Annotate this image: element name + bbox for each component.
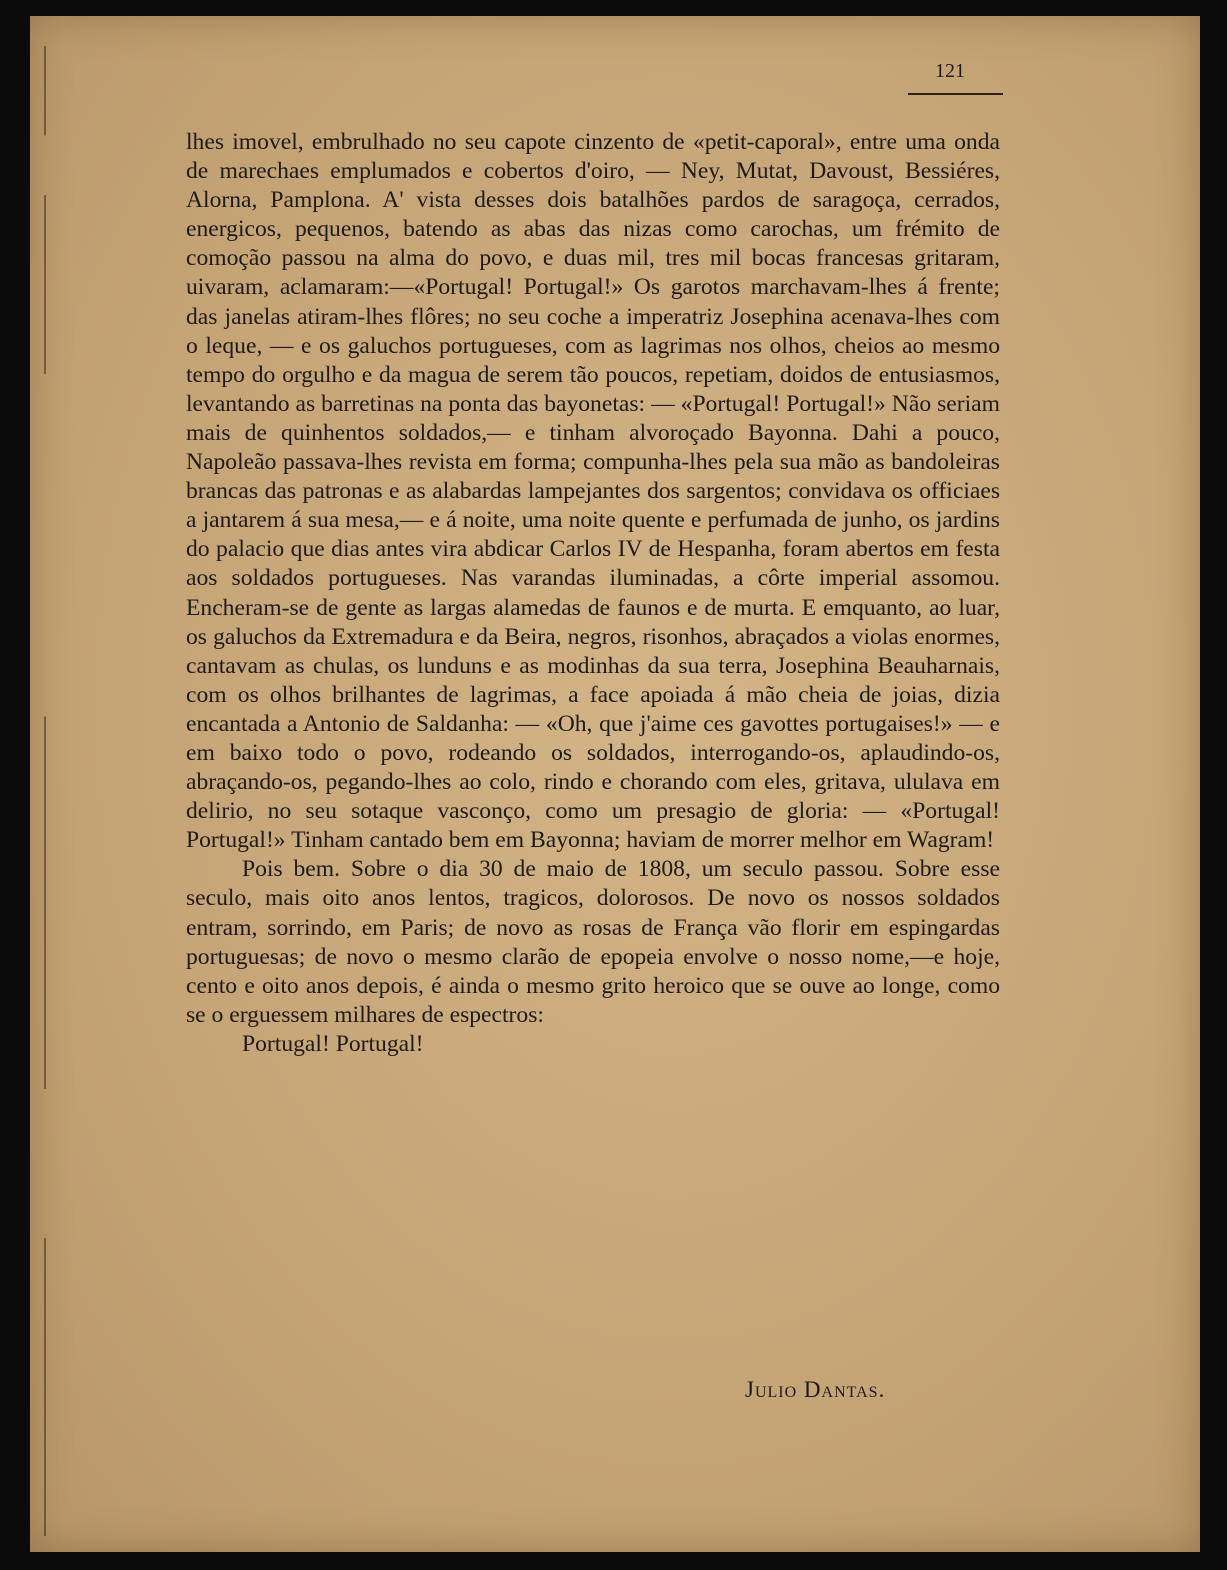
page-number: 121 bbox=[935, 60, 965, 82]
header-rule bbox=[908, 93, 1003, 95]
body-text bbox=[186, 128, 1000, 1059]
binding-edge bbox=[44, 46, 46, 1536]
paragraph-1: lhes imovel, embrulhado no seu capote cinzento de «petit-caporal», entre uma onda de marechaes emplumados e cobertos d'oiro, — Ney, Mutat, Davoust, Bessiéres, Alorna, Pamplona. A' vista desses dois batalhões pardos de saragoça, cerrados, energicos, pequenos, batendo as abas das nizas como carochas, um frémito de comoção passou na alma do povo, e duas mil, tres mil bocas francesas gritaram, uivaram, aclamaram:—«Portugal! Portugal!» Os garotos marchavam-lhes á frente; das janelas atiram-lhes flôres; no seu coche a imperatriz Josephina acenava-lhes com o leque, — e os galuchos portugueses, com as lagrimas nos olhos, cheios ao mesmo tempo do orgulho e da magua de serem tão poucos, repetiam, doidos de entusiasmos, levantando as barretinas na ponta das bayonetas: — «Portugal! Portugal!» Não seriam mais de quinhentos soldados,— e tinham alvoroçado Bayonna. Dahi a pouco, Napoleão passava-lhes revista em forma; compunha-lhes pela sua mão as bandoleiras brancas das patronas e as alabardas lampejantes dos sargentos; convidava os officiaes a jantarem á sua mesa,— e á noite, uma noite quente e perfumada de junho, os jardins do palacio que dias antes vira abdicar Carlos IV de Hespanha, foram abertos em festa aos soldados portugueses. Nas varandas iluminadas, a côrte imperial assomou. Encheram-se de gente as largas alamedas de faunos e de murta. E emquanto, ao luar, os galuchos da Extremadura e da Beira, negros, risonhos, abraçados a violas enormes, cantavam as chulas, os lunduns e as modinhas da sua terra, Josephina Beauharnais, com os olhos brilhantes de lagrimas, a face apoiada á mão cheia de joias, dizia encantada a Antonio de Saldanha: — «Oh, que j'aime ces gavottes portugaises!» — e em baixo todo o povo, rodeando os soldados, interrogando-os, aplaudindo-os, abraçando-os, pegando-lhes ao colo, rindo e chorando com eles, gritava, ululava em delirio, no seu sotaque vasconço, como um presagio de gloria: — «Portugal! Portugal!» Tinham cantado bem em Bayonna; haviam de morrer melhor em Wagram! bbox=[186, 129, 1000, 854]
author-signature: Julio Dantas. bbox=[745, 1377, 886, 1402]
paragraph-2: Pois bem. Sobre o dia 30 de maio de 1808, um seculo passou. Sobre esse seculo, mais oito anos lentos, tragicos, dolorosos. De novo os nossos soldados entram, sorrindo, em Paris; de novo as rosas de França vão florir em espingardas portuguesas; de novo o mesmo clarão de epopeia envolve o nosso nome,—e hoje, cento e oito anos depois, é ainda o mesmo grito heroico que se ouve ao longe, como se o erguessem milhares de espectros: bbox=[186, 856, 1000, 1028]
closing-line: Portugal! Portugal! bbox=[242, 1030, 424, 1057]
